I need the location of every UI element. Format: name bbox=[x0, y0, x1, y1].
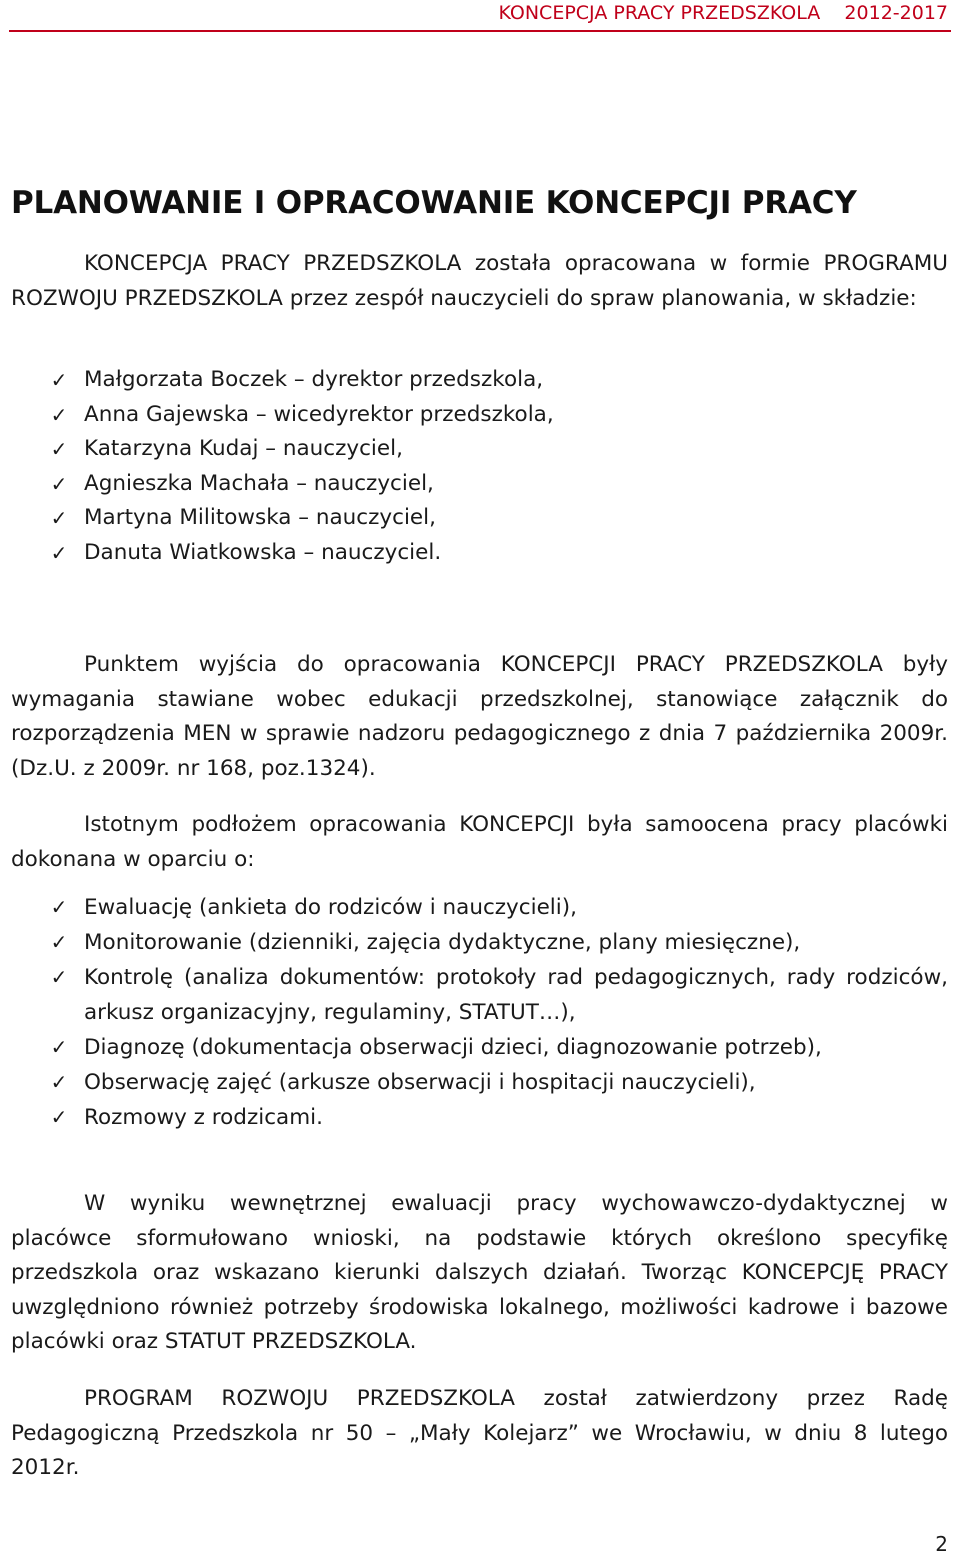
check-icon: ✓ bbox=[50, 540, 68, 565]
list-item-text: Obserwację zajęć (arkusze obserwacji i hospitacji nauczycieli), bbox=[84, 1070, 756, 1095]
check-icon: ✓ bbox=[50, 368, 68, 392]
basis-text: Istotnym podłożem opracowania KONCEPCJI była samoocena pracy placówki dokonana w oparciu o: bbox=[11, 812, 948, 872]
list-item-text: Katarzyna Kudaj – nauczyciel, bbox=[84, 436, 403, 461]
conclusions-paragraph bbox=[11, 1187, 948, 1360]
list-item-text: Małgorzata Boczek – dyrektor przedszkola, bbox=[84, 367, 544, 392]
header-divider bbox=[9, 30, 951, 32]
intro-paragraph bbox=[11, 247, 948, 316]
conclusions-text: W wyniku wewnętrznej ewaluacji pracy wychowawczo-dydaktycznej w placówce sformułowano wnioski, na podstawie których określono specyfikę przedszkola oraz wskazano kierunki dalszych działań. Tworząc KONCEPCJĘ PRACY uwzględniono również potrzeby środowiska lokalnego, możliwości kadrowe i bazowe placówki oraz STATUT PRZEDSZKOLA. bbox=[11, 1191, 948, 1354]
check-icon: ✓ bbox=[50, 437, 68, 461]
check-icon: ✓ bbox=[50, 1070, 68, 1094]
list-item-text: Ewaluację (ankieta do rodziców i nauczycieli), bbox=[84, 895, 577, 920]
starting-point-paragraph bbox=[11, 648, 948, 786]
basis-paragraph bbox=[11, 808, 948, 877]
list-item bbox=[48, 1100, 948, 1135]
list-item-text: Danuta Wiatkowska – nauczyciel. bbox=[84, 539, 442, 565]
team-list bbox=[48, 363, 948, 570]
list-item bbox=[48, 432, 948, 467]
section-title: PLANOWANIE I OPRACOWANIE KONCEPCJI PRACY bbox=[11, 185, 857, 221]
check-icon: ✓ bbox=[50, 930, 68, 954]
intro-text: KONCEPCJA PRACY PRZEDSZKOLA została opracowana w formie PROGRAMU ROZWOJU PRZEDSZKOLA przez zespół nauczycieli do spraw planowania, w składzie: bbox=[11, 251, 948, 311]
list-item-text: Anna Gajewska – wicedyrektor przedszkola, bbox=[84, 401, 554, 427]
list-item-text: Martyna Militowska – nauczyciel, bbox=[84, 505, 436, 530]
approval-text: PROGRAM ROZWOJU PRZEDSZKOLA został zatwierdzony przez Radę Pedagogiczną Przedszkola nr 50 – „Mały Kolejarz” we Wrocławiu, w dniu 8 lutego 2012r. bbox=[11, 1386, 948, 1480]
page-number: 2 bbox=[935, 1532, 948, 1556]
check-icon: ✓ bbox=[50, 471, 68, 496]
check-icon: ✓ bbox=[50, 402, 68, 427]
check-icon: ✓ bbox=[50, 506, 68, 530]
approval-paragraph bbox=[11, 1382, 948, 1486]
list-item bbox=[48, 960, 948, 1030]
list-item bbox=[48, 1030, 948, 1065]
check-icon: ✓ bbox=[50, 965, 68, 989]
check-icon: ✓ bbox=[50, 1035, 68, 1059]
list-item bbox=[48, 890, 948, 925]
check-icon: ✓ bbox=[50, 895, 68, 919]
list-item-text: Kontrolę (analiza dokumentów: protokoły rad pedagogicznych, rady rodziców, arkusz organizacyjny, regulaminy, STATUT…), bbox=[84, 965, 948, 1025]
running-header: KONCEPCJA PRACY PRZEDSZKOLA 2012-2017 bbox=[498, 2, 948, 24]
list-item bbox=[48, 1065, 948, 1100]
list-item bbox=[48, 501, 948, 536]
list-item-text: Rozmowy z rodzicami. bbox=[84, 1105, 323, 1130]
list-item bbox=[48, 398, 948, 433]
list-item-text: Agnieszka Machała – nauczyciel, bbox=[84, 470, 434, 496]
check-icon: ✓ bbox=[50, 1105, 68, 1129]
starting-point-text: Punktem wyjścia do opracowania KONCEPCJI PRACY PRZEDSZKOLA były wymagania stawiane wobec edukacji przedszkolnej, stanowiące załącznik do rozporządzenia MEN w sprawie nadzoru pedagogicznego z dnia 7 października 2009r. (Dz.U. z 2009r. nr 168, poz.1324). bbox=[11, 652, 948, 781]
list-item-text: Diagnozę (dokumentacja obserwacji dzieci, diagnozowanie potrzeb), bbox=[84, 1035, 822, 1060]
list-item bbox=[48, 536, 948, 571]
list-item bbox=[48, 467, 948, 502]
list-item-text: Monitorowanie (dzienniki, zajęcia dydaktyczne, plany miesięczne), bbox=[84, 930, 801, 955]
list-item bbox=[48, 363, 948, 398]
list-item bbox=[48, 925, 948, 960]
evaluation-tools-list bbox=[48, 890, 948, 1135]
